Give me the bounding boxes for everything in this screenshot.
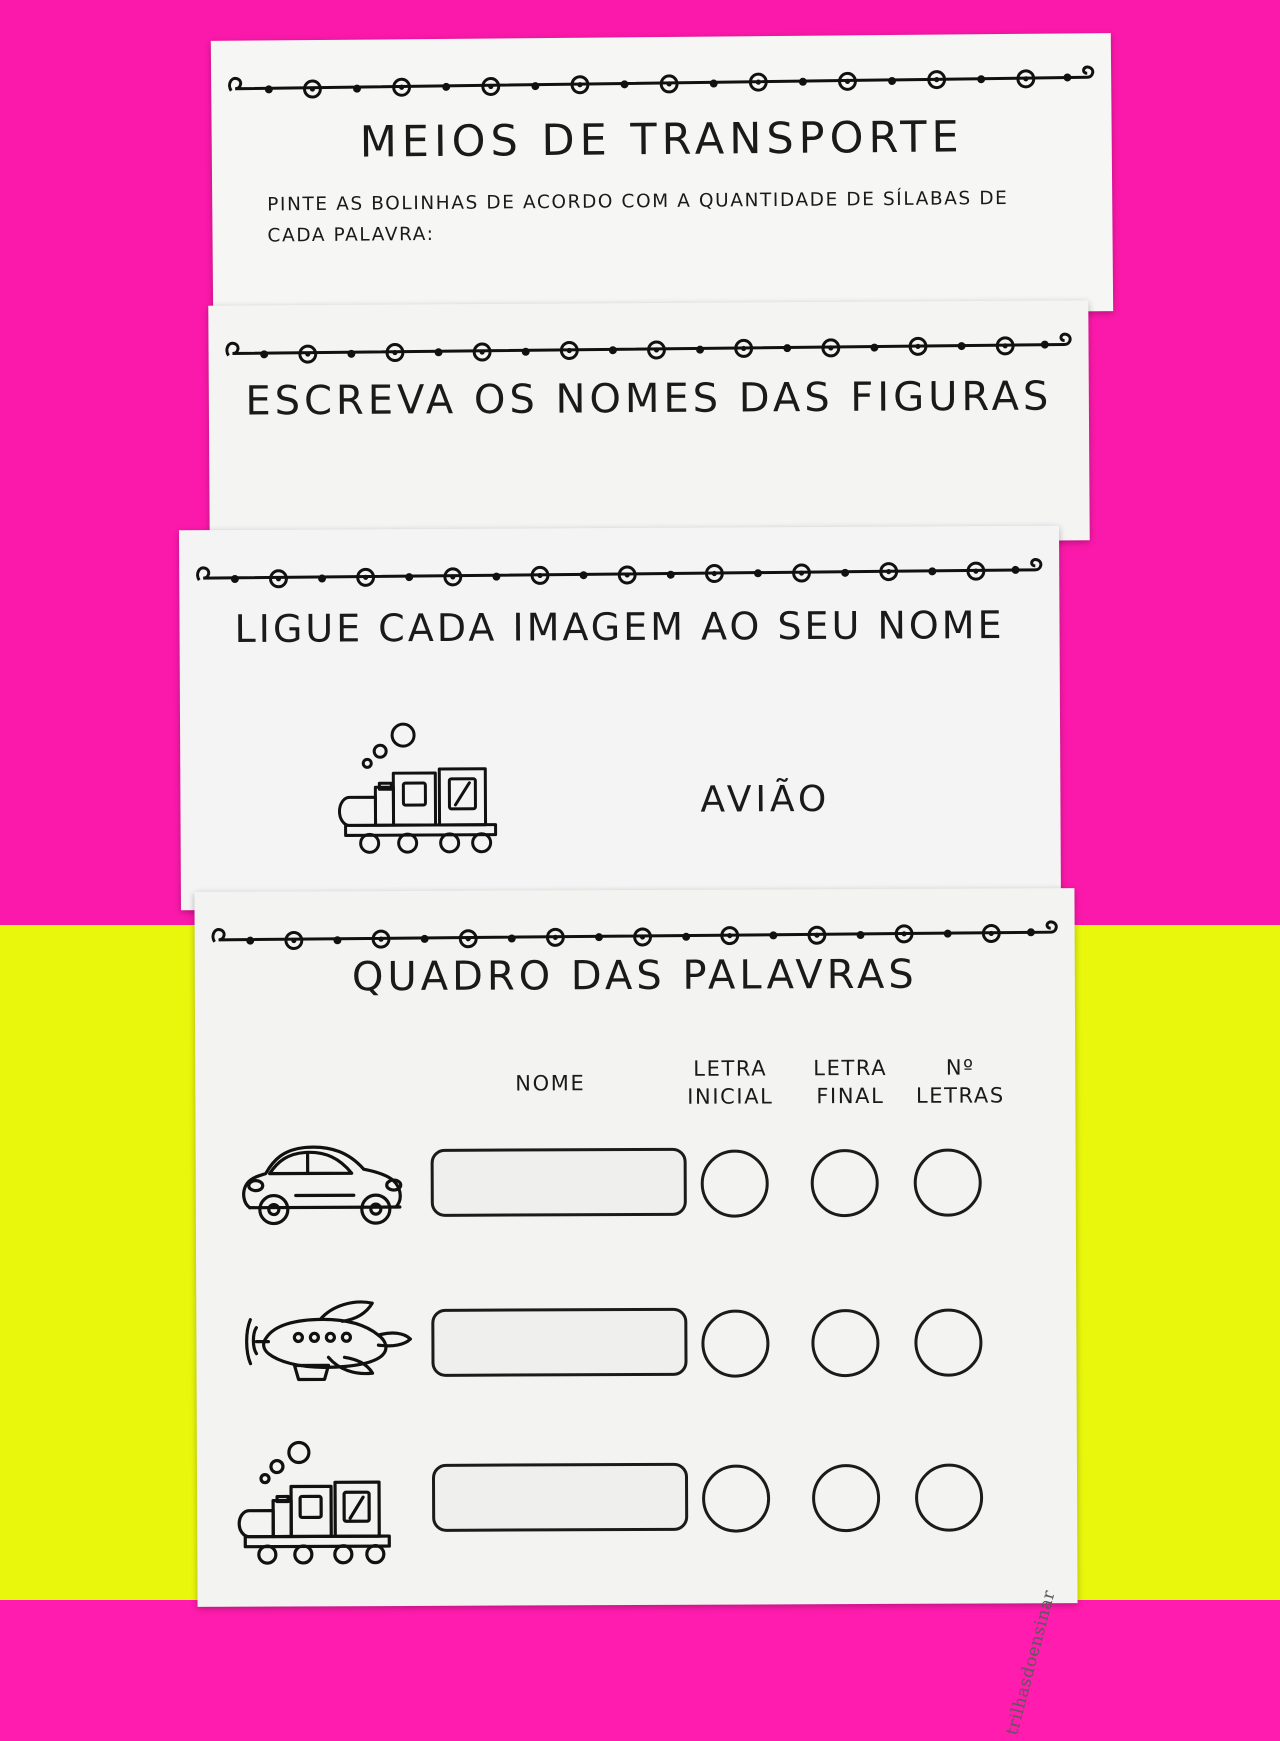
worksheet-sheet-1 (211, 33, 1113, 319)
column-header-letra-final: LETRA FINAL (813, 1055, 888, 1109)
column-header-nome: NOME (515, 1071, 586, 1096)
letra-inicial-circle[interactable] (702, 1464, 770, 1532)
worksheet-title: LIGUE CADA IMAGEM AO SEU NOME (234, 602, 1005, 652)
table-row (196, 1278, 1077, 1432)
decorative-bead-border (209, 914, 1061, 952)
table-row (195, 1118, 1076, 1272)
car-drawing (235, 1125, 416, 1251)
numero-letras-circle[interactable] (915, 1463, 983, 1531)
decorative-bead-border (193, 552, 1045, 590)
worksheet-title: MEIOS DE TRANSPORTE (359, 112, 964, 168)
letra-final-circle[interactable] (811, 1149, 879, 1217)
column-header-letra-inicial: LETRA INICIAL (687, 1056, 774, 1110)
worksheet-title: QUADRO DAS PALAVRAS (351, 951, 918, 1001)
name-input-box[interactable] (431, 1308, 687, 1377)
name-input-box[interactable] (431, 1148, 687, 1217)
worksheet-sheet-4 (194, 888, 1077, 1738)
train-drawing (237, 1440, 418, 1566)
table-row (197, 1433, 1078, 1587)
letra-inicial-circle[interactable] (701, 1149, 769, 1217)
airplane-drawing (236, 1285, 417, 1411)
worksheet-instruction: PINTE AS BOLINHAS DE ACORDO COM A QUANTIDADE DE SÍLABAS DE CADA PALAVRA: (267, 187, 1009, 246)
train-drawing (335, 720, 526, 861)
decorative-bead-border (225, 59, 1097, 101)
name-input-box[interactable] (432, 1463, 688, 1532)
worksheet-title: ESCREVA OS NOMES DAS FIGURAS (245, 373, 1053, 425)
letra-inicial-circle[interactable] (701, 1309, 769, 1377)
column-header-numero-letras: Nº LETRAS (915, 1055, 1005, 1109)
decorative-bead-border (222, 326, 1074, 365)
word-aviao: AVIÃO (700, 778, 831, 821)
worksheet-sheet-3 (179, 526, 1061, 911)
letra-final-circle[interactable] (812, 1464, 880, 1532)
numero-letras-circle[interactable] (914, 1308, 982, 1376)
numero-letras-circle[interactable] (914, 1148, 982, 1216)
watermark-text: trilhasdoensinar (1002, 1588, 1060, 1738)
table-column-headers (195, 1053, 1075, 1117)
worksheet-sheet-2 (208, 300, 1089, 545)
letra-final-circle[interactable] (811, 1309, 879, 1377)
